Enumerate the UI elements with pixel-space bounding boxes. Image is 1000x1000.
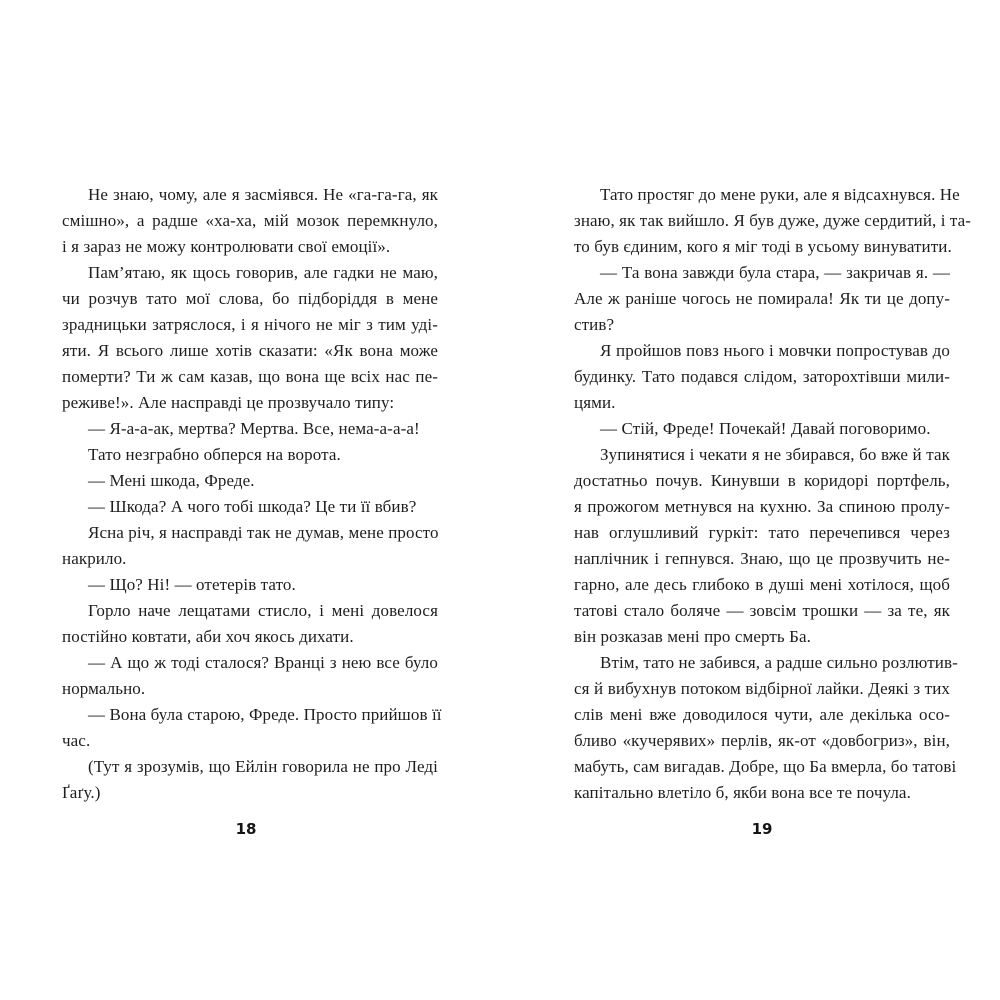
page-right-text bbox=[574, 182, 972, 806]
text-line: Пам’ятаю, як щось говорив, але гадки не маю, bbox=[88, 263, 438, 282]
text-line: татові стало боляче — зовсім трошки — за те, як bbox=[574, 601, 950, 620]
paragraph bbox=[62, 520, 438, 572]
text-line: — Та вона завжди була стара, — закричав я. — bbox=[600, 263, 950, 282]
text-line: ся й вибухнув потоком відбірної лайки. Деякі з тих bbox=[574, 679, 950, 698]
page-number-left: 18 bbox=[235, 820, 257, 838]
text-line: нав оглушливий гуркіт: тато перечепився через bbox=[574, 523, 950, 542]
text-line: і я зараз не можу контролювати свої емоції». bbox=[62, 237, 391, 256]
text-line: реживе!». Але насправді це прозвучало типу: bbox=[62, 393, 395, 412]
text-line: померти? Ти ж сам казав, що вона ще всіх нас пе- bbox=[62, 367, 438, 386]
paragraph bbox=[574, 260, 950, 338]
text-line: яти. Я всього лише хотів сказати: «Як вона може bbox=[62, 341, 438, 360]
page-left-text bbox=[62, 182, 442, 806]
text-line: постійно ковтати, аби хоч якось дихати. bbox=[62, 627, 354, 646]
text-line: — Мені шкода, Фреде. bbox=[88, 471, 255, 490]
paragraph bbox=[62, 260, 438, 416]
paragraph bbox=[62, 650, 438, 702]
text-line: (Тут я зрозумів, що Ейлін говорила не про Леді bbox=[88, 757, 438, 776]
text-line: мабуть, сам вигадав. Добре, що Ба вмерла, бо татові bbox=[574, 757, 957, 776]
text-line: Зупинятися і чекати я не збирався, бо вже й так bbox=[600, 445, 950, 464]
text-line: Тато незграбно обперся на ворота. bbox=[88, 445, 341, 464]
text-line: цями. bbox=[574, 393, 616, 412]
text-line: — А що ж тоді сталося? Вранці з нею все було bbox=[88, 653, 438, 672]
text-line: Я пройшов повз нього і мовчки попростував до bbox=[600, 341, 950, 360]
text-line: стив? bbox=[574, 315, 615, 334]
text-line: гарно, але десь глибоко в душі мені хотілося, щоб bbox=[574, 575, 950, 594]
text-line: він розказав мені про смерть Ба. bbox=[574, 627, 811, 646]
text-line: наплічник і гепнувся. Знаю, що це прозвучить не- bbox=[574, 549, 950, 568]
text-line: чи розчув тато мої слова, бо підборіддя в мене bbox=[62, 289, 438, 308]
text-line: Втім, тато не забився, а радше сильно розлютив- bbox=[600, 653, 958, 672]
paragraph bbox=[62, 754, 438, 806]
paragraph bbox=[62, 468, 438, 494]
text-line: Горло наче лещатами стисло, і мені довелося bbox=[88, 601, 438, 620]
text-line: Ясна річ, я насправді так не думав, мене просто bbox=[88, 523, 439, 542]
paragraph bbox=[62, 572, 438, 598]
text-line: достатньо почув. Кинувши в коридорі портфель, bbox=[574, 471, 950, 490]
text-line: — Вона була старою, Фреде. Просто прийшов її bbox=[88, 705, 442, 724]
paragraph bbox=[574, 182, 972, 260]
paragraph bbox=[574, 442, 950, 650]
text-line: смішно», а радше «ха-ха, мій мозок перемкнуло, bbox=[62, 211, 438, 230]
text-line: слів мені вже доводилося чути, але декілька осо- bbox=[574, 705, 950, 724]
text-line: нормально. bbox=[62, 679, 146, 698]
text-line: накрило. bbox=[62, 549, 127, 568]
paragraph bbox=[62, 494, 438, 520]
paragraph bbox=[62, 182, 438, 260]
paragraph bbox=[62, 598, 438, 650]
page-number-right: 19 bbox=[751, 820, 773, 838]
text-line: — Я-а-а-ак, мертва? Мертва. Все, нема-а-а-а! bbox=[88, 419, 420, 438]
text-line: зрадницьки затряслося, і я нічого не міг з тим уді- bbox=[62, 315, 438, 334]
paragraph bbox=[574, 338, 950, 416]
paragraph bbox=[574, 650, 958, 806]
text-line: — Що? Ні! — отетерів тато. bbox=[88, 575, 296, 594]
text-line: час. bbox=[62, 731, 91, 750]
paragraph bbox=[62, 416, 438, 442]
paragraph bbox=[62, 702, 442, 754]
text-line: — Шкода? А чого тобі шкода? Це ти її вбив? bbox=[88, 497, 417, 516]
text-line: то був єдиним, кого я міг тоді в усьому винуватити. bbox=[574, 237, 952, 256]
text-line: я прожогом метнувся на кухню. За спиною пролу- bbox=[574, 497, 950, 516]
text-line: знаю, як так вийшло. Я був дуже, дуже сердитий, і та- bbox=[574, 211, 972, 230]
paragraph bbox=[62, 442, 438, 468]
text-line: бливо «кучерявих» перлів, як-от «довбогриз», він, bbox=[574, 731, 950, 750]
text-line: капітально влетіло б, якби вона все те почула. bbox=[574, 783, 911, 802]
text-line: Не знаю, чому, але я засміявся. Не «га-га-га, як bbox=[88, 185, 438, 204]
text-line: будинку. Тато подався слідом, заторохтівши мили- bbox=[574, 367, 950, 386]
text-line: Але ж раніше чогось не помирала! Як ти це допу- bbox=[574, 289, 950, 308]
text-line: Тато простяг до мене руки, але я відсахнувся. Не bbox=[600, 185, 960, 204]
text-line: — Стій, Фреде! Почекай! Давай поговоримо. bbox=[600, 419, 931, 438]
paragraph bbox=[574, 416, 950, 442]
text-line: Ґаґу.) bbox=[62, 783, 101, 802]
